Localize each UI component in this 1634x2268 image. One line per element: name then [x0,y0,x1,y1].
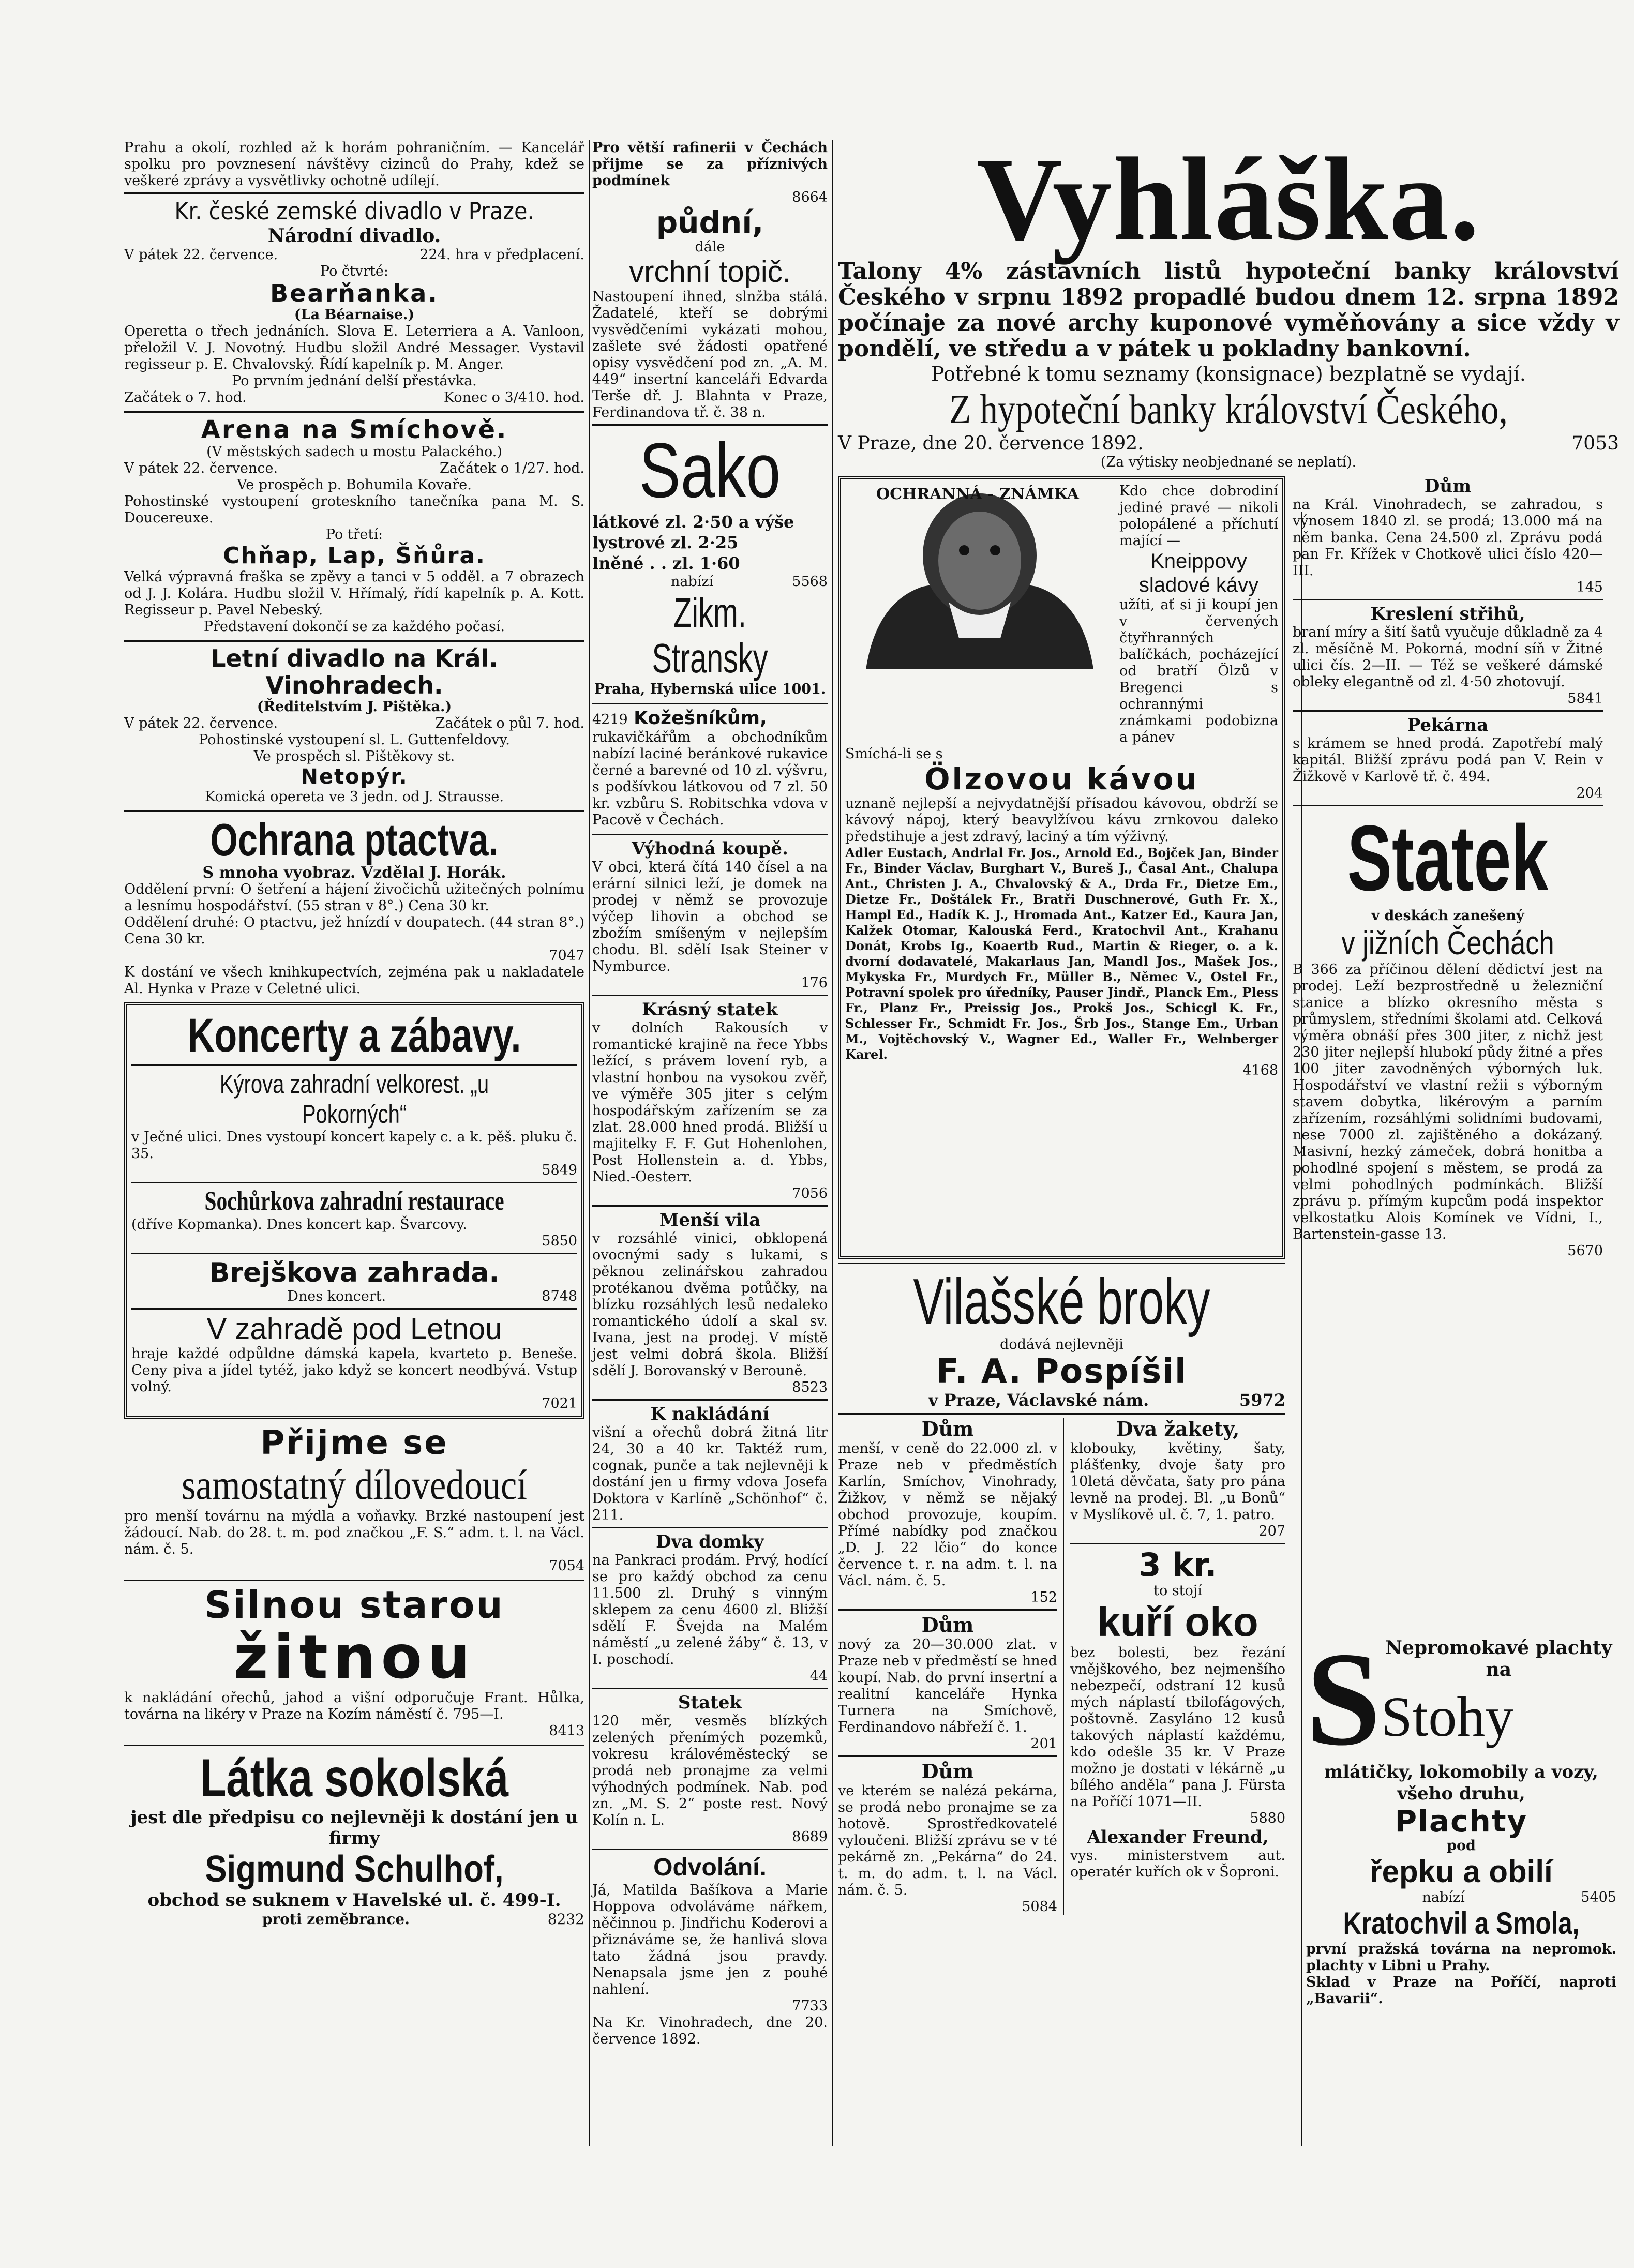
column-1 [124,140,584,1933]
kr3-stoji: to stojí [1153,1583,1202,1599]
kava-dealers: Adler Eustach, Andrlal Fr. Jos., Arnold Ed., Bojček Jan, Binder Fr., Binder Václav, Burghart V., Bureš J., Časal Ant., Chalupa Ant., Christen J. A., Chvalovský & A., Drda Fr., Dietze Em., Dietze Fr., Doštálek Fr., Bratři Duschnerové, Guth Fr. X., Hampl Ed., Hadík K. J., Hromada Ant., Katzer Ed., Kaura Jan, Kalžek Otomar, Kalouská Ferd., Kratochvil Ant., Krahanu Donát, Krobs Ig., Koaertb Rud., Martin & Rieger, o. a k. dvorní dodavatelé, Makarlaus Jan, Mandl Jos., Mašek Jos., Mykyska Fr., Murdych Fr., Müller B., Němec V., Ostel Fr., Potravní spolek pro úředníky, Pauser Jindř., Planck Em., Pless Fr., Planz Fr., Preissig Jos., Prokš Jos., Schicgl K. Fr., Schlesser Fr., Schmidt Fr. Jos., Šrb Jos., Stange Em., Urban M., Vojtěchovský V., Wagner Ed., Waller Fr., Welnberger Karel. [845,845,1278,1062]
vilasske-name: F. A. Pospíšil [936,1353,1187,1391]
dum1-num: 145 [1576,579,1603,595]
brejskova-text: Dnes koncert. [287,1288,386,1304]
arena-start: Začátek o 1/27. hod. [440,460,584,476]
theatre-date: V pátek 22. července. [124,247,278,263]
sako-l3: lněné . . zl. 1·60 [592,553,740,573]
kava-brand: Kneippovy sladové kávy [1138,550,1259,596]
kava-box [838,476,1285,1259]
opera-desc: Operetta o třech jednáních. Slova E. Leterriera a A. Vanloon, přeložil V. J. Novotný. Hudbu složil André Messager. Vystavil regisseur p. E. Chvalovský. Řídí kapelník p. M. Anger. [124,323,584,372]
dum1-title: Dům [1424,476,1472,497]
sochurkova-num: 5850 [542,1233,577,1249]
pekarna-text: s krámem se hned prodá. Zapotřebí malý kapitál. Bližší zprávu podá pan V. Rein v Žižkově v Karlově tř. č. 494. [1293,735,1603,785]
strih-text: braní míry a šití šatů vyučuje důkladně za 4 zl. měsíčně M. Pokorná, modní síň v Žitné ulici čís. 2—II. — Též se veškeré dámské obleky elegantně od zl. 4·50 zhotovují. [1293,624,1603,690]
dum4-text: ve kterém se nalézá pekárna, se prodá nebo pronajme se za hotově. Sprostředkovatelé vyloučeni. Bližší zprávu se v té pekárně zn. „Pekárna“ do 24. t. m. do adm. t. l. na Václ. nám. č. 5. [838,1783,1057,1898]
strih-num: 5841 [1567,690,1603,707]
vila-title: Menší vila [659,1210,761,1230]
kr3-text: bez bolesti, bez řezání vnějškového, bez nejmenšího nebezpečí, odstraní 12 kusů mých náplastí tbilofágových, poštovně. Zasyláno 12 kusů takových náplastí každému, kdo odešle 35 kr. V Praze možno je dostati v lékárně „u bílého anděla“ pana J. Fürsta na Poříčí 1071—II. [1070,1645,1285,1810]
sako-l1: látkové zl. 2·50 a výše [592,512,794,532]
pekarna-title: Pekárna [1407,715,1489,735]
rafinerie-num: 8664 [792,189,828,205]
rafinerie-intro: Pro větší rafinerii v Čechách přijme se za příznivých podmínek [592,140,828,189]
dum3-num: 201 [1030,1736,1057,1752]
letni-guest: Pohostinské vystoupení sl. L. Guttenfeldovy. [199,732,510,748]
koz-ad [592,708,828,829]
zitnou-title: žitnou [233,1623,475,1692]
kratochvil-sklad: Sklad v Praze na Poříčí, naproti „Bavarii“. [1306,1974,1616,2007]
statek-num: 5670 [1567,1243,1603,1259]
letni-play: Netopýr. [301,765,408,789]
statek-sub: v deskách zanešený [1371,908,1524,924]
ochrana-p3: K dostání ve všech knihkupectvích, zejména pak u nakladatele Al. Hynka v Praze v Celetné ulici. [124,964,584,997]
zakety-title: Dva žakety, [1116,1417,1240,1440]
arena-note: Představení dokončí se za každého počasí. [203,619,505,635]
topic-text: Nastoupení ihned, slnžba stálá. Žadatelé, kteří se dobrými vysvědčeními vykázati mohou, zašlete své žádosti opatřené opisy vysvědčení pod zn. „A. M. 449“ insertní kanceláři Edvarda Terše dř. J. Blahnta v Praze, Ferdinandova tř. č. 38 n. [592,289,828,420]
zitnou-num: 8413 [549,1723,584,1739]
statek2-num: 8689 [792,1829,828,1845]
vila-num: 8523 [792,1379,828,1395]
theatre-sub: Národní divadlo. [267,225,441,247]
dum1-text: na Král. Vinohradech, se zahradou, s výnosem 1840 zl. se prodá; 13.000 má na něm banka. Cena 24.500 zl. Zprávu podá pan Fr. Křížek v Chotkově ulici číslo 420—III. [1293,497,1603,579]
dum4-title: Dům [921,1760,974,1783]
sako-l2: lystrové zl. 2·25 [592,533,739,552]
pod: pod [1447,1838,1476,1854]
sochurkova-text: (dříve Kopmanka). Dnes koncert kap. Švarcovy. [131,1216,467,1233]
kava-smichat: Smíchá-li se s [845,746,943,762]
letni-desc: Komická opereta ve 3 jedn. od J. Strausse. [205,789,504,805]
latka-addr2: proti zeměbrance. [262,1911,410,1928]
opera-note: Po prvním jednání delší přestávka. [232,373,477,389]
theatre-perf: 224. hra v předplacení. [419,247,584,263]
krasny-num: 7056 [792,1185,828,1201]
pekarna-num: 204 [1576,785,1603,801]
theatre-title: Kr. české zemské divadlo v Praze. [174,197,534,225]
vyhlaska-ad [838,133,1619,471]
strih-title: Kreslení střihů, [1370,604,1525,624]
opera-sub: (La Béarnaise.) [294,307,415,323]
arena-sub: (V městských sadech u mostu Palackého.) [206,444,502,460]
kyrova-text: v Ječné ulici. Dnes vystoupí koncert kapely c. a k. pěš. pluku č. 35. [131,1129,577,1162]
latka-addr: obchod se suknem v Havelské ul. č. 499-I. [147,1890,561,1911]
kava-num: 4168 [1242,1062,1278,1078]
topic-title: vrchní topič. [629,255,791,289]
vyhodna-text: V obci, která čítá 140 čísel a na erární silnici leží, je domek na prodej v němž se provozuje výčep lihovin a obchod se zbožím smíšeným v nejlepším chodu. Bl. sdělí Isak Steiner v Nymburce. [592,859,828,974]
kava-kdo: Kdo chce dobrodiní jediné pravé — nikoli polopálené a příchutí mající — [1119,483,1278,549]
stohy-text: mlátičky, lokomobily a vozy, všeho druhu, [1324,1762,1598,1804]
sochurkova-title: Sochůrkova zahradní restaurace [204,1186,504,1216]
dum4-num: 5084 [1022,1899,1057,1915]
stohy-ad [1306,1625,1616,2007]
sako-num: 5568 [792,574,828,590]
kava-olzovou: Ölzovou kávou [924,761,1199,797]
vilasske-num: 5972 [1239,1390,1285,1410]
kr3-title: 3 kr. [1138,1546,1217,1584]
column-3 [838,133,1619,2007]
vyhlaska-title: Vyhláška. [976,133,1481,265]
vyhlaska-from: Z hypoteční banky království Českého, [949,387,1508,432]
dum2-text: menší, v ceně do 22.000 zl. v Praze neb v předměstích Karlín, Smíchov, Vinohrady, Žižkov, v němž se nějaký obchod provozuje, koupím. Přímé nabídky pod značkou „D. J. 22 lčio“ do konce července t. r. na adm. t. l. na Václ. nám. č. 5. [838,1440,1057,1589]
prijme-big: samostatný dílovedoucí [182,1461,527,1508]
latka-name: Sigmund Schulhof, [205,1849,504,1890]
vyhlaska-text1: Talony 4% zástavních listů hypoteční banky království Českého v srpnu 1892 propadlé budou dnem 12. srpna 1892 počínaje za nové archy kuponové vyměňovány a sice vždy v pondělí, ve středu a v pátek u pokladny bankovní. [838,258,1619,362]
kava-text: užíti, ať si ji koupí jen v červených čtyřhranných balíčkách, pocházející od bratří Ölzů v Bregenci s ochrannými známkami podobizna a pánev [1119,597,1278,745]
prijme-ad [124,1424,584,1574]
odvolani-title: Odvolání. [653,1854,767,1881]
dum3-text: nový za 20—30.000 zlat. v Praze neb v předměstí se hned koupí. Nab. do první insertní a realitní kanceláře Hynka Turnera na Smíchově, Ferdinandovo nábřeží č. 1. [838,1636,1057,1735]
koncerty-title: Koncerty a zábavy. [187,1009,521,1062]
letni-benefit: Ve prospěch sl. Pištěkovy st. [253,748,455,764]
sako-ad [592,429,828,698]
vilasske-title: Vilašské broky [913,1266,1210,1338]
letni-date: V pátek 22. července. [124,715,278,731]
vilasske-sub: dodává nejlevněji [1000,1336,1123,1353]
ochrana-ad [124,815,584,997]
opera-end: Konec o 3/410. hod. [443,389,584,405]
ochrana-title: Ochrana ptactva. [210,814,499,865]
statek-text: B 366 za příčinou dělení dědictví jest na prodej. Leží bezprostředně u železniční stanice a blízko okresního města s průmyslem, středními školami atd. Celková výměra obnáší přes 300 jiter, z nichž jest 230 jiter nejlepší hlubokí půdy žitné a přes 100 jiter zavodněných výborných luk. Hospodářství ve vlastní režii s výborným stavem dobytka, likérovým a parním zařízením, rozsáhlými solidními budovami, nese 7000 zl. zajištěného a dokázaný. Masivní, hezký zámeček, dobrá honitba a pohodlné spojení s městem, se prodá za velmi pohodlných podmínkách. Bližší zprávu p. přímým kupcům podá inspektor velkostatku Alois Komínek ve Vídni, I., Bartenstein-gasse 13. [1293,962,1603,1242]
arena-guest: Pohostinské vystoupení groteskního tanečníka pana M. S. Doucereuxe. [124,493,584,526]
freund-name: Alexander Freund, [1087,1827,1269,1848]
arena-play: Chňap, Lap, Šňůra. [223,543,486,569]
domky-title: Dva domky [656,1531,764,1552]
dum2-title: Dům [921,1417,974,1440]
koz-title: Kožešníkům, [634,708,767,729]
dum2-num: 152 [1030,1589,1057,1605]
column-rule-1 [589,140,590,2146]
freund-text: vys. ministerstvem aut. operatér kuřích ok v Šoproni. [1070,1848,1285,1880]
opera-start: Začátek o 7. hod. [124,389,247,405]
kava-portrait [845,483,1114,680]
vilasske-ad [838,1267,1285,1410]
odvolani-place: Na Kr. Vinohradech, dne 20. července 1892. [592,2015,828,2047]
opera-title: Bearňanka. [270,279,439,307]
repku: řepku a obilí [1370,1854,1553,1889]
statek-place: v jižních Čechách [1341,924,1554,962]
zakety-text: klobouky, květiny, šaty, plášťenky, dvoje šaty pro 10letá děvčata, šaty pro pána levně na prodej. Bl. „u Bonů“ v Myslíkově ul. č. 7, 1. patro. [1070,1440,1285,1523]
letna-text: hraje každé odpůldne dámská kapela, kvarteto p. Beneše. Ceny piva a jídel tytéž, jako když se koncert neodbývá. Vstup volný. [131,1346,577,1395]
brejskova-title: Brejškova zahrada. [209,1257,500,1288]
ochrana-p2: Oddělení druhé: O ptactvu, jež hnízdí v doupatech. (44 stran 8°.) Cena 30 kr. [124,914,584,947]
letna-num: 7021 [542,1395,577,1411]
vyhodna-num: 176 [801,975,828,991]
latka-sub: jest dle předpisu co nejlevněji k dostání jen u firmy [130,1807,578,1849]
krasny-title: Krásný statek [642,999,778,1020]
arena-date: V pátek 22. července. [124,460,278,476]
letni-title: Letní divadlo na Král. Vinohradech. [211,644,498,699]
vyhodna-title: Výhodná koupě. [632,838,788,859]
letni-sub: (Ředitelstvím J. Pištěka.) [257,699,452,715]
kava-uzn: uznaně nejlepší a nejvydatnější přísadou kávovou, obdrží se kávový nápoj, který beavylžívou kávu zrnkovou daleko předstihuje a jest zdravý, laciný a tím výživný. [845,795,1278,845]
kr3-num: 5880 [1250,1810,1285,1826]
column-rule-2 [832,140,833,2146]
sako-nabizi: nabízí [671,574,714,590]
right-subcolumn [1293,476,1603,1259]
statek2-text: 120 měr, vesměs blízkých zelených přenímých pozemků, vokresu královéměstecký se prodá neb pronajme za velmi výhodných podmínek. Nab. pod zn. „M. S. 2“ poste rest. Nový Kolín n. L. [592,1713,828,1828]
theatre-thu: Po čtvrté: [320,263,388,279]
vilasske-addr: v Praze, Václavské nám. [928,1390,1149,1410]
arena-title: Arena na Smíchově. [201,415,508,444]
letna-title: V zahradě pod Letnou [206,1312,502,1346]
theatre-ad [124,197,584,406]
odvolani-num: 7733 [792,1998,828,2014]
vyhlaska-date: V Praze, dne 20. července 1892. [838,433,1144,454]
statek2-title: Statek [678,1692,742,1713]
zitnou-text: k nakládání ořechů, jahod a višní odporučuje Frant. Hůlka, továrna na likéry v Praze na Kozím náměstí č. 795—I. [124,1690,584,1722]
brejskova-num: 8748 [542,1288,577,1304]
vila-text: v rozsáhlé vinici, obklopená ovocnými sady s lukami, s pěknou zelinářskou zahradou protékanou dvěma potůčky, na blízku rozsáhlých lesů nedaleko romantického údolí a skal sv. Ivana, jest na prodej. V místě jest velmi dobrá škola. Bližší sdělí J. Borovanský v Berouně. [592,1230,828,1379]
prijme-text: pro menší továrnu na mýdla a voňavky. Brzké nastoupení jest žádoucí. Nab. do 28. t. m. pod značkou „F. S.“ adm. t. l. na Václ. nám. č. 5. [124,1508,584,1557]
naklad-text: višní a ořechů dobrá žitná litr 24, 30 a 40 kr. Taktéž rum, cognak, punče a tak nejlevněji k dostání jen u firmy vdova Josefa Doktora v Karlíně „Schönhof“ č. 211. [592,1424,828,1523]
kneipp-portrait-icon [845,483,1114,680]
kava-stamp: OCHRANNÁ - ZNÁMKA [876,485,1079,503]
statek-big: Statek [1347,806,1549,910]
prijme-title: Přijme se [260,1424,448,1462]
latka-num: 8232 [547,1911,584,1928]
stohy-big: Stohy [1381,1685,1514,1748]
domky-num: 44 [809,1668,828,1684]
plachty: Plachty [1395,1804,1528,1839]
arena-desc: Velká výpravná fraška se zpěvy a tanci v 5 odděl. a 7 obrazech od J. J. Kolára. Hudbu složil V. Hřímalý, řídí kapelník p. A. Kott. Regisseur p. Pavel Nebeský. [124,569,584,618]
dum-ads-right [1070,1418,1285,1915]
ochrana-sub: S mnoha vyobraz. Vzdělal J. Horák. [202,864,506,882]
odvolani-text: Já, Matilda Bašíkova a Marie Hoppova odvoláváme nářkem, něčinnou p. Jindřichu Koderovi a přiznáváme se, že hanlivá slova tato žádná jsou pravdy. Nenapsala jsme jen z pouhé nahlení. [592,1882,828,1997]
intro-text: Prahu a okolí, rozhled až k horám pohraničním. — Kancelář spolku pro povznesení návštěvy cizinců do Prahy, kdež se veškeré zprávy a vysvětlivky ochotně udílejí. [124,140,584,189]
dum3-title: Dům [921,1613,974,1636]
arena-third: Po třetí: [325,527,383,543]
lower-left-col3 [838,1263,1285,1915]
sako-title: Sako [639,427,781,514]
zitnou-ad [124,1584,584,1739]
kratochvil-text: první pražská továrna na nepromok. plachty v Libni u Prahy. [1306,1941,1616,1974]
koncerty-box [124,1002,584,1419]
kratochvil-nabizi: nabízí [1422,1889,1465,1905]
ochrana-num: 7047 [549,948,584,964]
ochrana-p1: Oddělení první: O šetření a hájení živočichů užitečných polnímu a lesnímu hospodářství. (55 stran v 8°.) Cena 30 kr. [124,881,584,914]
letni-start: Začátek o půl 7. hod. [435,715,584,731]
krasny-text: v dolních Rakousích v romantické krajině na řece Ybbs ležící, s právem lovení ryb, a vlastní honbou na vysokou zvěř, ve výměře 305 jiter s celým hospodářským zařízením se za zlat. 28.000 hned prodá. Bližší u majitelky F. F. Gut Hohenlohen, Post Hollenstein a. d. Ybbs, Nied.-Oesterr. [592,1020,828,1185]
kratochvil-name: Kratochvil a Smola, [1343,1906,1580,1941]
kratochvil-num: 5405 [1581,1889,1616,1905]
vyhlaska-num: 7053 [1571,433,1619,454]
column-2 [592,140,828,2048]
stohy-s-icon: S [1306,1625,1381,1774]
zikm-name: Zikm. Stransky [652,590,768,681]
prijme-num: 7054 [549,1558,584,1574]
stohy-top: Nepromokavé plachty na [1385,1637,1612,1680]
naklad-title: K nakládání [650,1404,770,1424]
letni-ad [124,645,584,805]
latka-ad [124,1749,584,1928]
dum-ads-left [838,1418,1057,1915]
zakety-num: 207 [1258,1523,1285,1539]
koz-num: 4219 [592,712,628,728]
vyhlaska-text2: Potřebné k tomu seznamy (konsignace) bezplatně se vydají. [931,363,1526,385]
kr3-big: kuří oko [1097,1599,1258,1645]
domky-text: na Pankraci prodám. Prvý, hodící se pro každý obchod za cenu 11.500 zl. Druhý s vinným sklepem za cenu 4600 zl. Bližší sdělí F. Švejda na Malém náměstí „u zelené žáby“ č. 13, v I. poschodí. [592,1552,828,1668]
arena-ad [124,416,584,635]
vyhlaska-note: (Za výtisky neobjednané se neplatí). [1100,454,1357,470]
kyrova-title: Kýrova zahradní velkorest. „u Pokorných“ [219,1070,489,1129]
dale: dále [695,239,725,255]
pudni: půdní, [656,205,764,240]
silnou-title: Silnou starou [204,1583,504,1627]
latka-title: Látka sokolská [200,1748,509,1808]
kyrova-num: 5849 [542,1162,577,1178]
arena-benefit: Ve prospěch p. Bohumila Kovaře. [237,477,472,493]
koz-text: rukavičkářům a obchodníkům nabízí laciné beránkové rukavice černé a barevné od 10 zl. výšvru, s podšívkou látkovou od 7 zl. 50 kr. vzbůru S. Robitschka vdova v Pacově v Čechách. [592,729,828,828]
zikm-addr: Praha, Hybernská ulice 1001. [594,681,826,697]
